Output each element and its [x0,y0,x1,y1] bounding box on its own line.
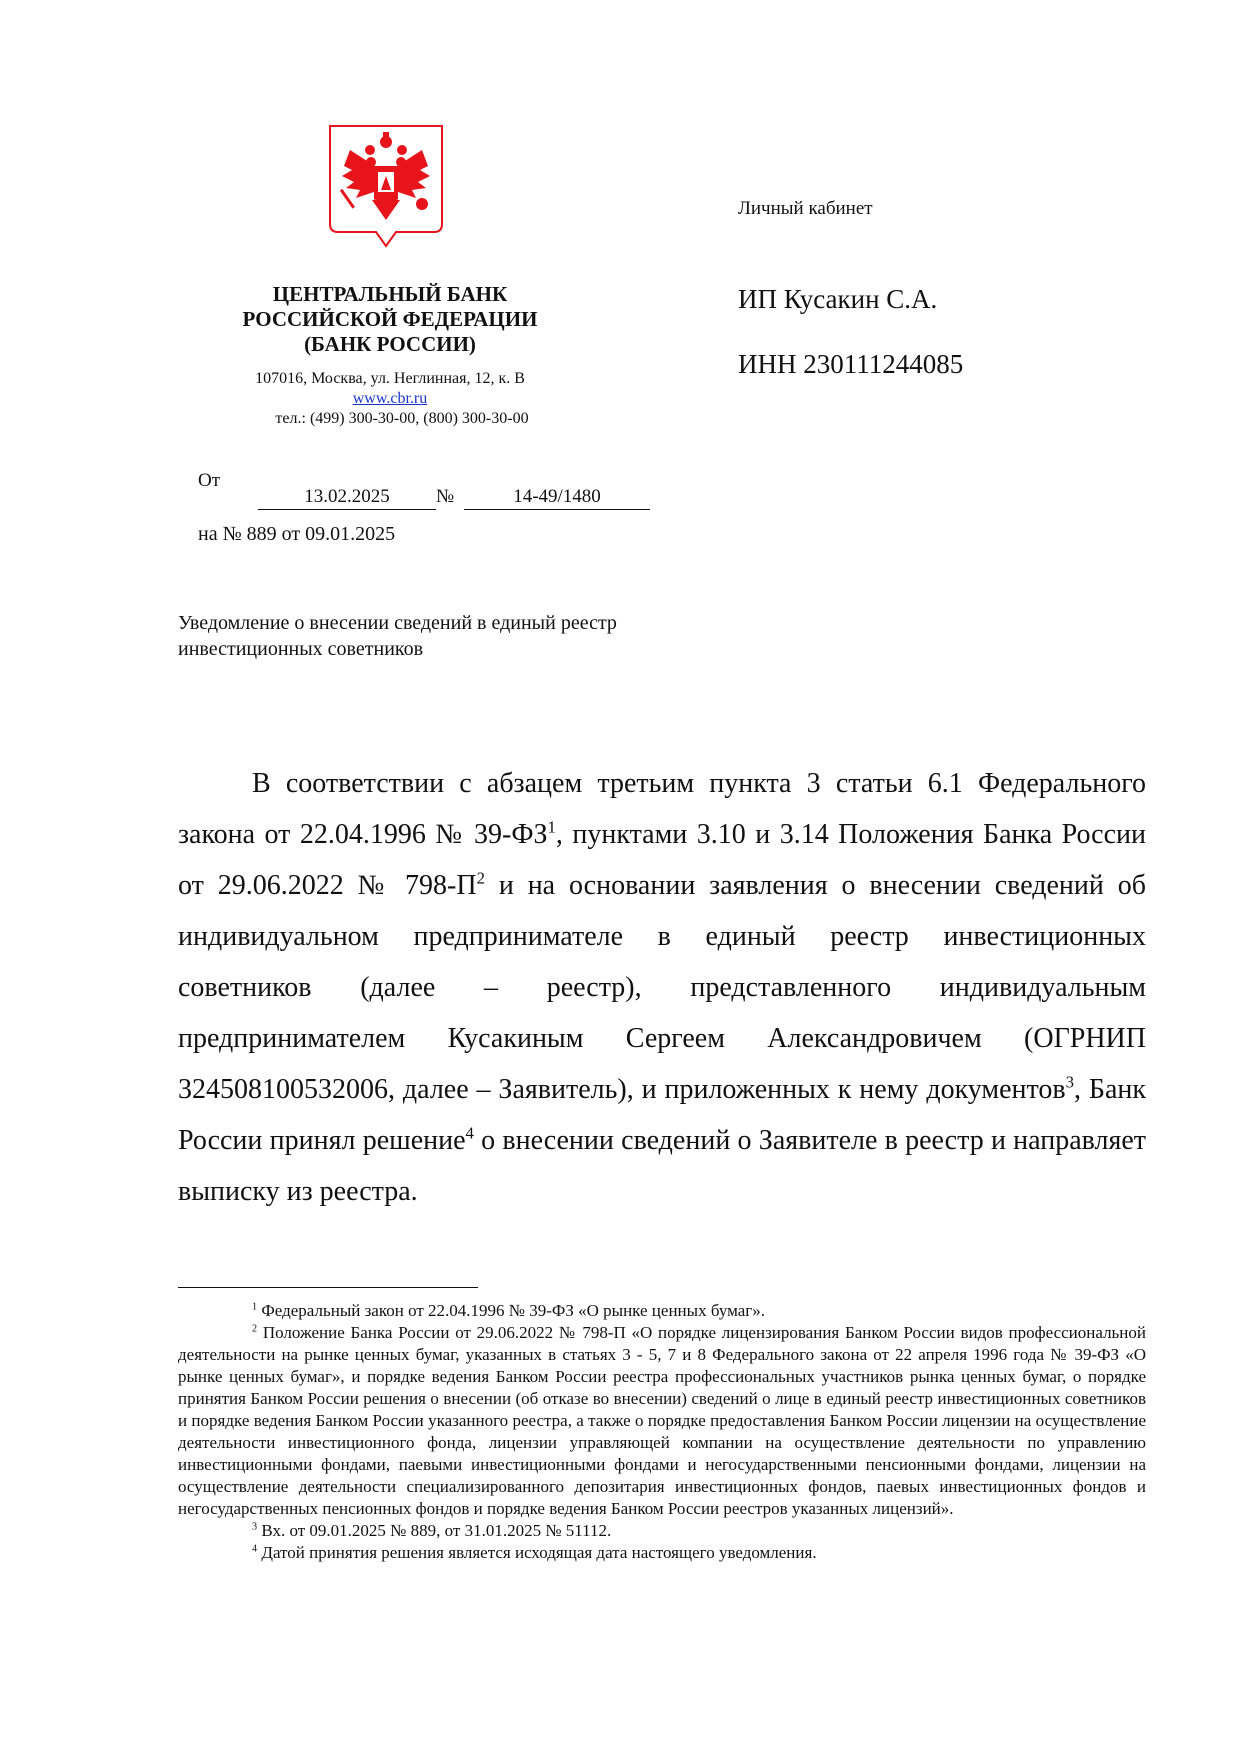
body-text-part: , Банк России принял решение [178,1074,1147,1156]
bank-name-line: РОССИЙСКОЙ ФЕДЕРАЦИИ [242,307,538,331]
bank-name-line: (БАНК РОССИИ) [304,332,476,356]
number-sign: № [436,486,455,507]
footnote-mark: 2 [252,1323,258,1335]
outgoing-date: 13.02.2025 [304,486,390,507]
footnote-ref[interactable]: 3 [1065,1072,1075,1092]
coat-of-arms-emblem-icon [326,120,446,252]
reply-reference: на № 889 от 09.01.2025 [198,523,396,545]
footnote-text: Федеральный закон от 22.04.1996 № 39-ФЗ «О рынке ценных бумаг». [257,1301,766,1320]
letter-body [178,758,1146,1217]
number-underline [464,509,650,510]
bank-website-link[interactable]: www.cbr.ru [352,390,428,407]
addressee-name: ИП Кусакин С.А. [738,284,938,314]
footnotes [178,1300,1146,1564]
body-text-part: , пунктами 3.10 и 3.14 Положения Банка России от 29.06.2022 № 798-П [178,819,1146,901]
footnote-ref[interactable]: 4 [465,1123,474,1143]
footnote-mark: 3 [252,1521,258,1533]
footnote-text: Положение Банка России от 29.06.2022 № 798-П «О порядке лицензирования Банком России видов профессиональной деятельности на рынке ценных бумаг, указанных в статьях 3 - 5, 7 и 8 Федерального закона от 22 апреля 1996 года № 39-ФЗ «О рынке ценных бумаг», и порядке ведения Банком России реестра профессиональных участников рынка ценных бумаг, о порядке принятия Банком России решения о внесении (об отказе во внесении) сведений о лице в единый реестр инвестиционных советников и порядке ведения Банком России указанного реестра, а также о порядке предоставления Банком России лицензии на осуществление деятельности инвестиционного фонда, лицензии управляющей компании на осуществление деятельности по управлению инвестиционными фондами, паевыми инвестиционными фондами и негосударственными пенсионными фондами, лицензии на осуществление деятельности специализированного депозитария инвестиционных фондов, паевых инвестиционных фондов и негосударственных пенсионных фондов и порядке ведения Банком России реестров указанных лицензий». [178,1323,1146,1518]
addressee-block [738,198,963,380]
letter-subject: Уведомление о внесении сведений в единый реестр инвестиционных советников [178,612,617,660]
date-underline [258,509,436,510]
footnote-text: Вх. от 09.01.2025 № 889, от 31.01.2025 № 51112. [257,1521,612,1540]
from-label: От [198,470,221,491]
footnote-mark: 4 [252,1543,258,1555]
footnote-separator [178,1287,478,1288]
footnote [178,1300,1146,1322]
body-text-part: о внесении сведений о Заявителе в реестр и направляет выписку из реестра. [178,1125,1146,1207]
bank-name-line: ЦЕНТРАЛЬНЫЙ БАНК [272,282,508,306]
bank-header [200,282,580,429]
footnote [178,1520,1146,1542]
footnote [178,1322,1146,1520]
body-text-part: и на основании заявления о внесении сведений об индивидуальном предпринимателе в единый реестр инвестиционных советников (далее – реестр), представленного индивидуальным предпринимателем Кусакиным Сергеем Александровичем (ОГРНИП 324508100532006, далее – Заявитель), и приложенных к нему документов [178,870,1146,1105]
footnote-ref[interactable]: 1 [547,817,556,837]
addressee-cabinet: Личный кабинет [738,198,873,219]
bank-phones: тел.: (499) 300-30-00, (800) 300-30-00 [275,410,529,427]
outgoing-number: 14-49/1480 [513,486,601,507]
bank-address: 107016, Москва, ул. Неглинная, 12, к. В [255,370,525,387]
footnote-text: Датой принятия решения является исходящая дата настоящего уведомления. [257,1543,817,1562]
footnote [178,1542,1146,1564]
footnote-ref[interactable]: 2 [476,868,485,888]
body-text-part: В соответствии с абзацем третьим пункта 3 статьи 6.1 Федерального закона от 22.04.1996 № 39-ФЗ [178,768,1146,850]
addressee-inn: ИНН 230111244085 [738,349,964,379]
outgoing-number-line [258,488,650,510]
footnote-mark: 1 [252,1301,258,1313]
